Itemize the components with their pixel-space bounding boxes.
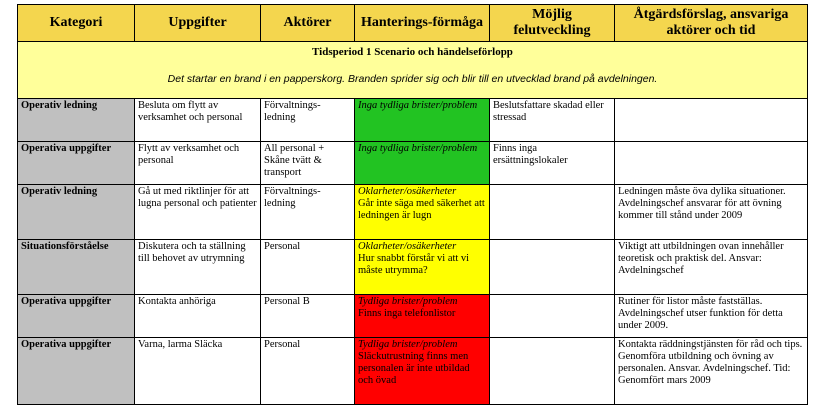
hantering-cell: [355, 240, 490, 295]
kategori-cell: Operativa uppgifter: [18, 338, 135, 405]
hantering-label: Inga tydliga brister/problem: [358, 100, 478, 111]
felutveckling-cell: [490, 240, 615, 295]
felutveckling-cell: Beslutsfattare skadad eller stressad: [490, 99, 615, 142]
atgard-cell: [615, 142, 808, 185]
hantering-desc: Finns inga telefonlistor: [358, 308, 456, 319]
hantering-cell: [355, 142, 490, 185]
kategori-cell: Situationsförståelse: [18, 240, 135, 295]
header-uppgifter: Uppgifter: [135, 5, 261, 42]
hantering-desc: Släckutrustning finns men personalen är inte utbildad och övad: [358, 351, 470, 386]
table-row: [18, 240, 808, 295]
hantering-label: Oklarheter/osäkerheter: [358, 241, 457, 252]
hantering-desc: Hur snabbt förstår vi att vi måste utrymma?: [358, 253, 470, 276]
felutveckling-cell: [490, 295, 615, 338]
felutveckling-cell: [490, 185, 615, 240]
aktorer-cell: Personal: [261, 240, 355, 295]
table-row: [18, 142, 808, 185]
atgard-cell: Rutiner för listor måste fastställas. Avdelningschef utser funktion för detta under 2009.: [615, 295, 808, 338]
header-aktorer: Aktörer: [261, 5, 355, 42]
risk-analysis-table: [17, 4, 808, 405]
kategori-cell: Operativa uppgifter: [18, 142, 135, 185]
hantering-cell: [355, 295, 490, 338]
table-row: [18, 338, 808, 405]
hantering-label: Tydliga brister/problem: [358, 339, 458, 350]
hantering-label: Oklarheter/osäkerheter: [358, 186, 457, 197]
table-row: [18, 185, 808, 240]
header-kategori: Kategori: [18, 5, 135, 42]
felutveckling-cell: Finns inga ersättningslokaler: [490, 142, 615, 185]
header-row: [18, 5, 808, 42]
header-atgardsforslag: Åtgärdsförslag, ansvariga aktörer och tid: [615, 5, 808, 42]
atgard-cell: Kontakta räddningstjänsten för råd och tips. Genomföra utbildning och övning av personalen. Ansvar. Avdelningschef. Tid: Genomfört mars 2009: [615, 338, 808, 405]
aktorer-cell: All personal + Skåne tvätt & transport: [261, 142, 355, 185]
aktorer-cell: Förvaltnings-ledning: [261, 185, 355, 240]
kategori-cell: Operativ ledning: [18, 185, 135, 240]
atgard-cell: Ledningen måste öva dylika situationer. Avdelningschef ansvarar för att övning kommer till stånd under 2009: [615, 185, 808, 240]
aktorer-cell: Personal: [261, 338, 355, 405]
table-row: [18, 99, 808, 142]
felutveckling-cell: [490, 338, 615, 405]
hantering-cell: [355, 185, 490, 240]
uppgifter-cell: Besluta om flytt av verksamhet och personal: [135, 99, 261, 142]
period-cell: [18, 42, 808, 99]
uppgifter-cell: Varna, larma Släcka: [135, 338, 261, 405]
atgard-cell: [615, 99, 808, 142]
uppgifter-cell: Kontakta anhöriga: [135, 295, 261, 338]
hantering-label: Inga tydliga brister/problem: [358, 143, 478, 154]
aktorer-cell: Förvaltnings-ledning: [261, 99, 355, 142]
hantering-cell: [355, 338, 490, 405]
uppgifter-cell: Flytt av verksamhet och personal: [135, 142, 261, 185]
kategori-cell: Operativ ledning: [18, 99, 135, 142]
header-felutveckling: Möjlig felutveckling: [490, 5, 615, 42]
uppgifter-cell: Diskutera och ta ställning till behovet av utrymning: [135, 240, 261, 295]
header-hanteringsformaga: Hanterings-förmåga: [355, 5, 490, 42]
period-row: [18, 42, 808, 99]
uppgifter-cell: Gå ut med riktlinjer för att lugna personal och patienter: [135, 185, 261, 240]
hantering-cell: [355, 99, 490, 142]
hantering-label: Tydliga brister/problem: [358, 296, 458, 307]
atgard-cell: Viktigt att utbildningen ovan innehåller teoretisk och praktisk del. Ansvar: Avdelningschef: [615, 240, 808, 295]
hantering-desc: Går inte säga med säkerhet att ledningen är lugn: [358, 198, 485, 221]
table-row: [18, 295, 808, 338]
period-title: Tidsperiod 1 Scenario och händelseförlopp: [312, 46, 513, 58]
aktorer-cell: Personal B: [261, 295, 355, 338]
kategori-cell: Operativa uppgifter: [18, 295, 135, 338]
scenario-text: Det startar en brand i en papperskorg. Branden sprider sig och blir till en utvecklad brand på avdelningen.: [167, 73, 658, 85]
